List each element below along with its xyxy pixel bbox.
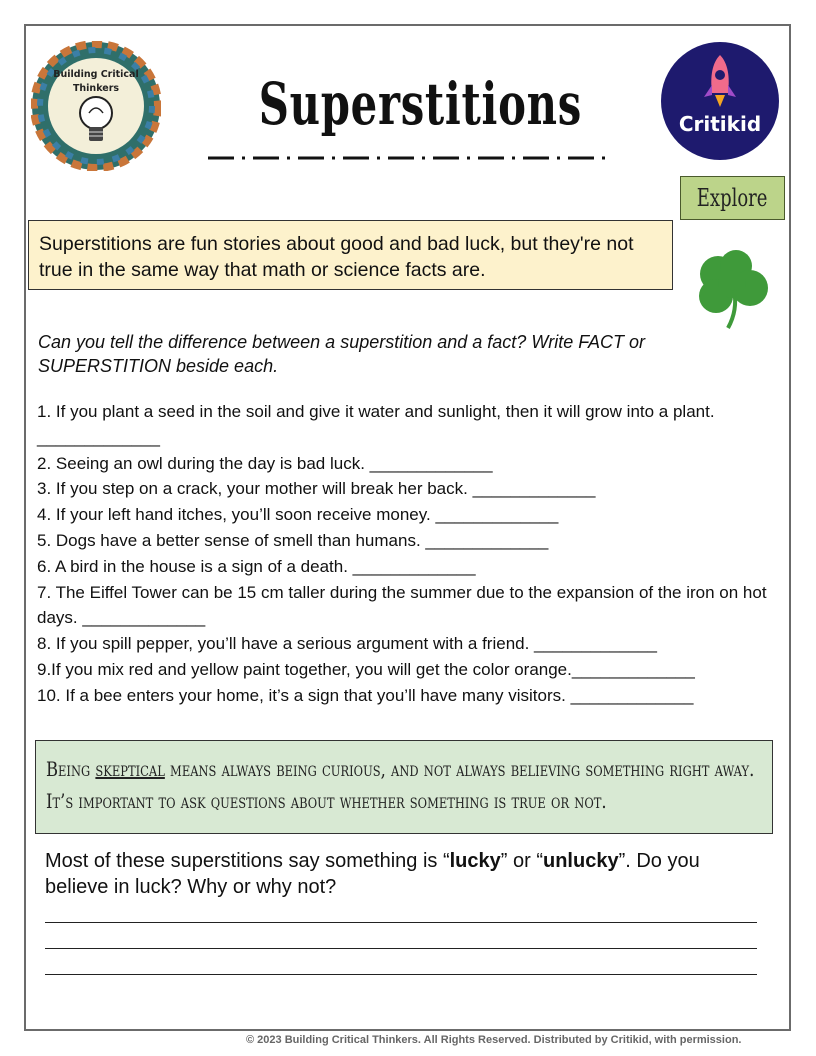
skeptic-line-2: It’s important to ask questions about whether something is true or not. <box>46 789 607 813</box>
luck-question-part3: ”. Do you believe in luck? Why or why not? <box>45 850 700 898</box>
explore-label <box>680 176 785 220</box>
explore-label-text: Explore <box>697 184 768 212</box>
statement-item-8: 8. If you spill pepper, you’ll have a serious argument with a friend. _____________ <box>37 634 657 654</box>
statement-item-9: 9.If you mix red and yellow paint together, you will get the color orange._____________ <box>37 659 695 679</box>
statement-item-1: 1. If you plant a seed in the soil and give it water and sunlight, then it will grow into a plant. _____________ <box>37 402 720 447</box>
title-dash-underline <box>208 155 608 161</box>
answer-line-3[interactable] <box>45 974 757 975</box>
luck-question-part2: ” or “ <box>500 850 543 872</box>
instructions-question: Can you tell the difference between a superstition and a fact? Write FACT or SUPERSTITION beside each. <box>38 332 645 376</box>
four-leaf-clover-icon <box>688 246 780 332</box>
logo-text-line1: Building Critical <box>53 69 139 80</box>
answer-line-2[interactable] <box>45 948 757 949</box>
luck-question-part1: Most of these superstitions say something is “ <box>45 850 450 872</box>
statement-item-6: 6. A bird in the house is a sign of a death. _____________ <box>37 556 476 576</box>
copyright-footer: © 2023 Building Critical Thinkers. All Rights Reserved. Distributed by Critikid, with permission. <box>246 1034 742 1046</box>
statement-item-5: 5. Dogs have a better sense of smell than humans. _____________ <box>37 530 549 550</box>
building-critical-thinkers-logo <box>31 41 161 171</box>
statement-list <box>37 399 772 709</box>
statement-item-2: 2. Seeing an owl during the day is bad luck. _____________ <box>37 453 493 473</box>
critikid-logo-text: Critikid <box>678 112 762 136</box>
lucky-word: lucky <box>449 850 501 872</box>
statement-item-7: 7. The Eiffel Tower can be 15 cm taller during the summer due to the expansion of the iron on hot days. _____________ <box>37 582 772 628</box>
skeptical-term: skeptical <box>95 757 165 781</box>
statement-item-10: 10. If a bee enters your home, it’s a sign that you’ll have many visitors. _____________ <box>37 685 694 705</box>
logo-text-line2: Thinkers <box>72 83 120 94</box>
skeptic-rest: means always being curious, and not always believing something right away. <box>164 757 755 781</box>
page-title: Superstitions <box>258 70 583 138</box>
skeptical-definition-box <box>35 740 773 834</box>
statement-item-3: 3. If you step on a crack, your mother will break her back. _____________ <box>37 479 596 499</box>
luck-question <box>45 848 765 900</box>
critikid-logo <box>660 41 780 161</box>
skeptic-line-1 <box>46 753 755 785</box>
skeptic-prefix: Being <box>46 757 96 781</box>
intro-box: Superstitions are fun stories about good and bad luck, but they're not true in the same way that math or science facts are. <box>28 220 673 290</box>
unlucky-word: unlucky <box>543 850 619 872</box>
statement-item-4: 4. If your left hand itches, you’ll soon receive money. _____________ <box>37 505 559 525</box>
answer-line-1[interactable] <box>45 922 757 923</box>
